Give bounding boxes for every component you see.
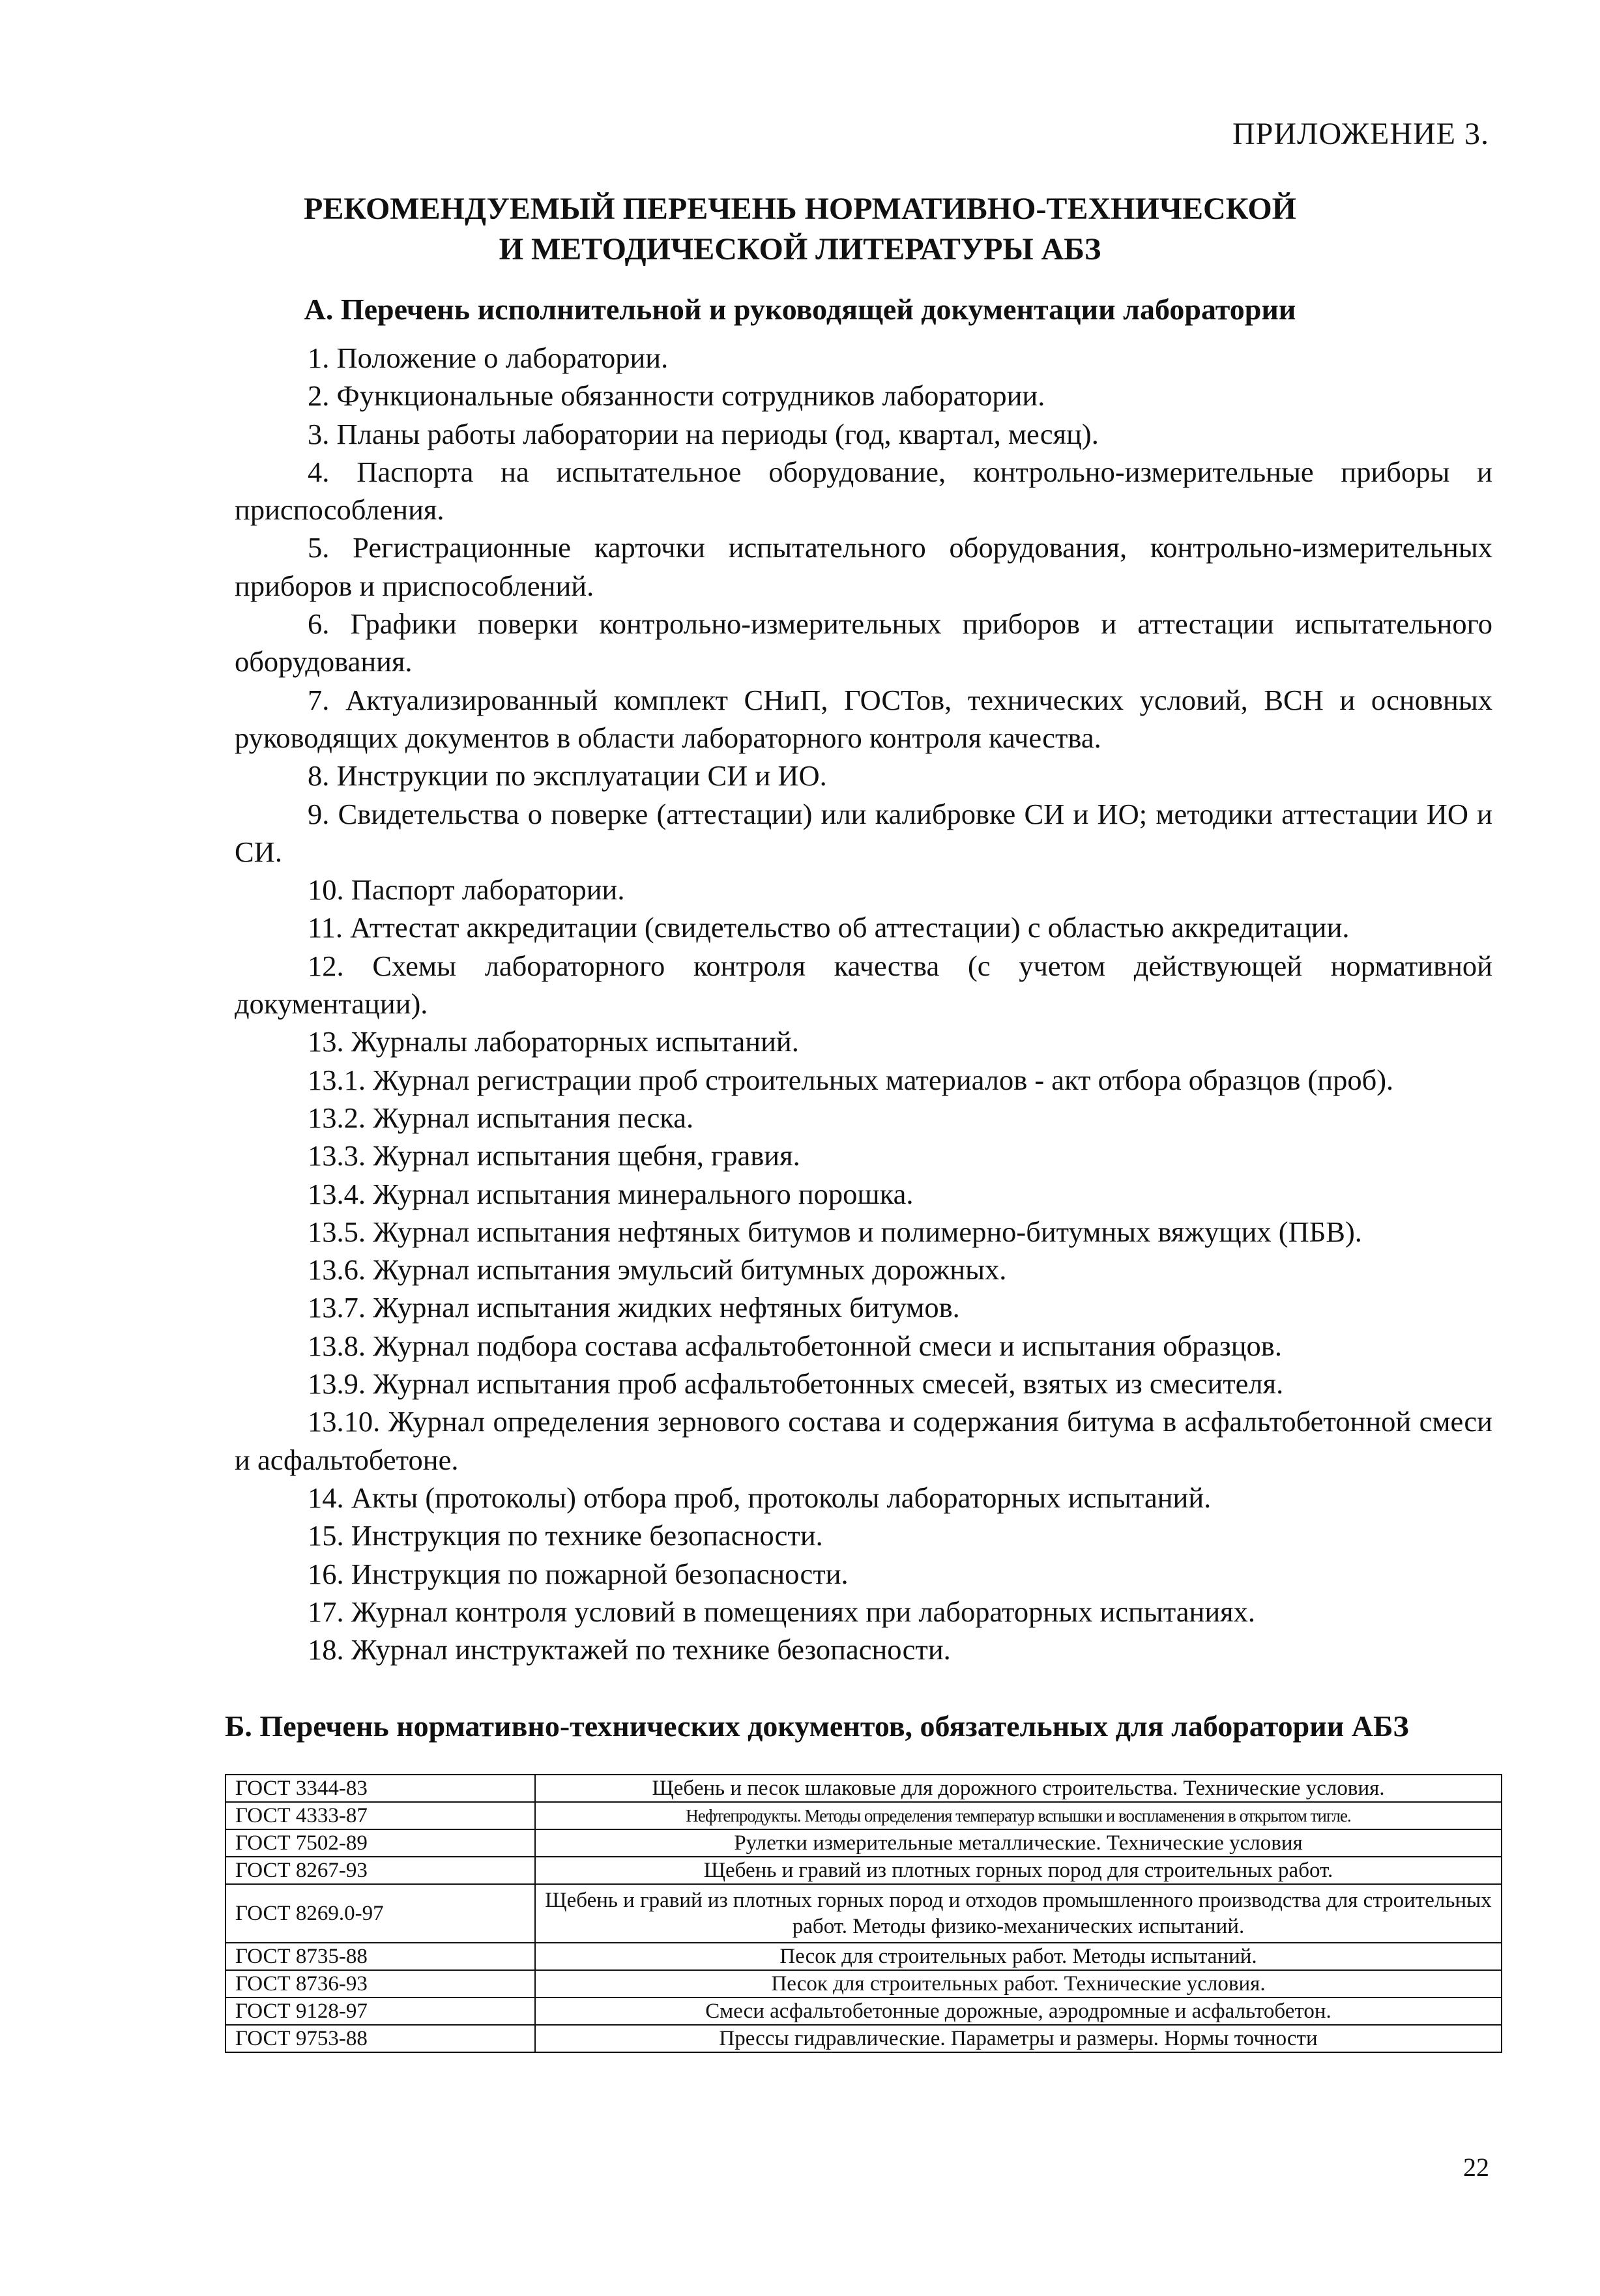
standard-title: Щебень и песок шлаковые для дорожного строительства. Технические условия. bbox=[535, 1775, 1502, 1802]
standard-code: ГОСТ 8736-93 bbox=[225, 1970, 535, 1998]
list-item: 13.7. Журнал испытания жидких нефтяных битумов. bbox=[308, 1291, 960, 1324]
table-row bbox=[225, 1802, 1502, 1829]
standard-code: ГОСТ 7502-89 bbox=[225, 1829, 535, 1857]
title-line-2: И МЕТОДИЧЕСКОЙ ЛИТЕРАТУРЫ АБЗ bbox=[499, 232, 1101, 267]
standard-title: Щебень и гравий из плотных горных пород и отходов промышленного производства для строительных работ. Методы физико-механических испытаний. bbox=[535, 1884, 1502, 1943]
table-row bbox=[225, 1857, 1502, 1884]
standard-code: ГОСТ 8735-88 bbox=[225, 1943, 535, 1970]
list-item: 18. Журнал инструктажей по технике безопасности. bbox=[308, 1633, 951, 1666]
standard-code: ГОСТ 9753-88 bbox=[225, 2025, 535, 2052]
table-row bbox=[225, 1943, 1502, 1970]
list-item: 13.1. Журнал регистрации проб строительных материалов - акт отбора образцов (проб). bbox=[308, 1063, 1394, 1096]
standards-table bbox=[225, 1774, 1502, 2053]
list-item: 1. Положение о лаборатории. bbox=[308, 341, 669, 374]
standard-code: ГОСТ 4333-87 bbox=[225, 1802, 535, 1829]
table-row bbox=[225, 1970, 1502, 1998]
page-number: 22 bbox=[1463, 2153, 1489, 2182]
appendix-label: ПРИЛОЖЕНИЕ 3. bbox=[1232, 117, 1489, 151]
list-item: 17. Журнал контроля условий в помещениях при лабораторных испытаниях. bbox=[308, 1595, 1255, 1628]
list-item: 6. Графики поверки контрольно-измерительных приборов и аттестации испытательного оборудования. bbox=[235, 607, 1492, 678]
standard-title: Песок для строительных работ. Технические условия. bbox=[535, 1970, 1502, 1998]
list-item: 13.6. Журнал испытания эмульсий битумных дорожных. bbox=[308, 1253, 1007, 1286]
list-item: 11. Аттестат аккредитации (свидетельство об аттестации) с областью аккредитации. bbox=[308, 911, 1350, 944]
standard-code: ГОСТ 8267-93 bbox=[225, 1857, 535, 1884]
standard-title: Рулетки измерительные металлические. Технические условия bbox=[535, 1829, 1502, 1857]
section-b-heading: Б. Перечень нормативно-технических документов, обязательных для лаборатории АБЗ bbox=[225, 1709, 1409, 1743]
standard-code: ГОСТ 9128-97 bbox=[225, 1998, 535, 2025]
table-row bbox=[225, 1829, 1502, 1857]
list-item: 13.10. Журнал определения зернового состава и содержания битума в асфальтобетонной смеси и асфальтобетоне. bbox=[235, 1405, 1492, 1476]
list-item: 13. Журналы лабораторных испытаний. bbox=[308, 1025, 799, 1058]
standard-code: ГОСТ 3344-83 bbox=[225, 1775, 535, 1802]
section-a-list bbox=[235, 339, 1492, 1668]
list-item: 15. Инструкция по технике безопасности. bbox=[308, 1519, 823, 1552]
list-item: 10. Паспорт лаборатории. bbox=[308, 873, 625, 907]
table-row bbox=[225, 2025, 1502, 2052]
list-item: 13.3. Журнал испытания щебня, гравия. bbox=[308, 1139, 800, 1172]
list-item: 4. Паспорта на испытательное оборудование, контрольно-измерительные приборы и приспособления. bbox=[235, 455, 1492, 527]
title-line-1: РЕКОМЕНДУЕМЫЙ ПЕРЕЧЕНЬ НОРМАТИВНО-ТЕХНИЧЕСКОЙ bbox=[304, 192, 1296, 226]
list-item: 12. Схемы лабораторного контроля качества (с учетом действующей нормативной документации). bbox=[235, 949, 1492, 1021]
standard-title: Прессы гидравлические. Параметры и размеры. Нормы точности bbox=[535, 2025, 1502, 2052]
table-row bbox=[225, 1998, 1502, 2025]
list-item: 13.8. Журнал подбора состава асфальтобетонной смеси и испытания образцов. bbox=[308, 1329, 1282, 1362]
standard-title: Щебень и гравий из плотных горных пород для строительных работ. bbox=[535, 1857, 1502, 1884]
list-item: 5. Регистрационные карточки испытательного оборудования, контрольно-измерительных приборов и приспособлений. bbox=[235, 531, 1492, 602]
list-item: 3. Планы работы лаборатории на периоды (год, квартал, месяц). bbox=[308, 417, 1099, 450]
standard-title: Нефтепродукты. Методы определения температур вспышки и воспламенения в открытом тигле. bbox=[535, 1802, 1502, 1829]
list-item: 13.4. Журнал испытания минерального порошка. bbox=[308, 1177, 914, 1210]
table-row bbox=[225, 1775, 1502, 1802]
list-item: 16. Инструкция по пожарной безопасности. bbox=[308, 1557, 849, 1590]
document-title bbox=[0, 189, 1600, 270]
list-item: 7. Актуализированный комплект СНиП, ГОСТов, технических условий, ВСН и основных руководящих документов в области лабораторного контроля качества. bbox=[235, 683, 1492, 754]
standard-title: Песок для строительных работ. Методы испытаний. bbox=[535, 1943, 1502, 1970]
list-item: 13.2. Журнал испытания песка. bbox=[308, 1101, 694, 1134]
standard-title: Смеси асфальтобетонные дорожные, аэродромные и асфальтобетон. bbox=[535, 1998, 1502, 2025]
section-a-heading: А. Перечень исполнительной и руководящей документации лаборатории bbox=[304, 293, 1296, 326]
list-item: 2. Функциональные обязанности сотрудников лаборатории. bbox=[308, 379, 1045, 413]
standard-code: ГОСТ 8269.0-97 bbox=[225, 1884, 535, 1943]
list-item: 9. Свидетельства о поверке (аттестации) или калибровке СИ и ИО; методики аттестации ИО и СИ. bbox=[235, 797, 1492, 868]
list-item: 8. Инструкции по эксплуатации СИ и ИО. bbox=[308, 759, 827, 792]
list-item: 14. Акты (протоколы) отбора проб, протоколы лабораторных испытаний. bbox=[308, 1481, 1212, 1514]
list-item: 13.9. Журнал испытания проб асфальтобетонных смесей, взятых из смесителя. bbox=[308, 1367, 1284, 1401]
list-item: 13.5. Журнал испытания нефтяных битумов и полимерно-битумных вяжущих (ПБВ). bbox=[308, 1215, 1362, 1248]
table-row bbox=[225, 1884, 1502, 1943]
